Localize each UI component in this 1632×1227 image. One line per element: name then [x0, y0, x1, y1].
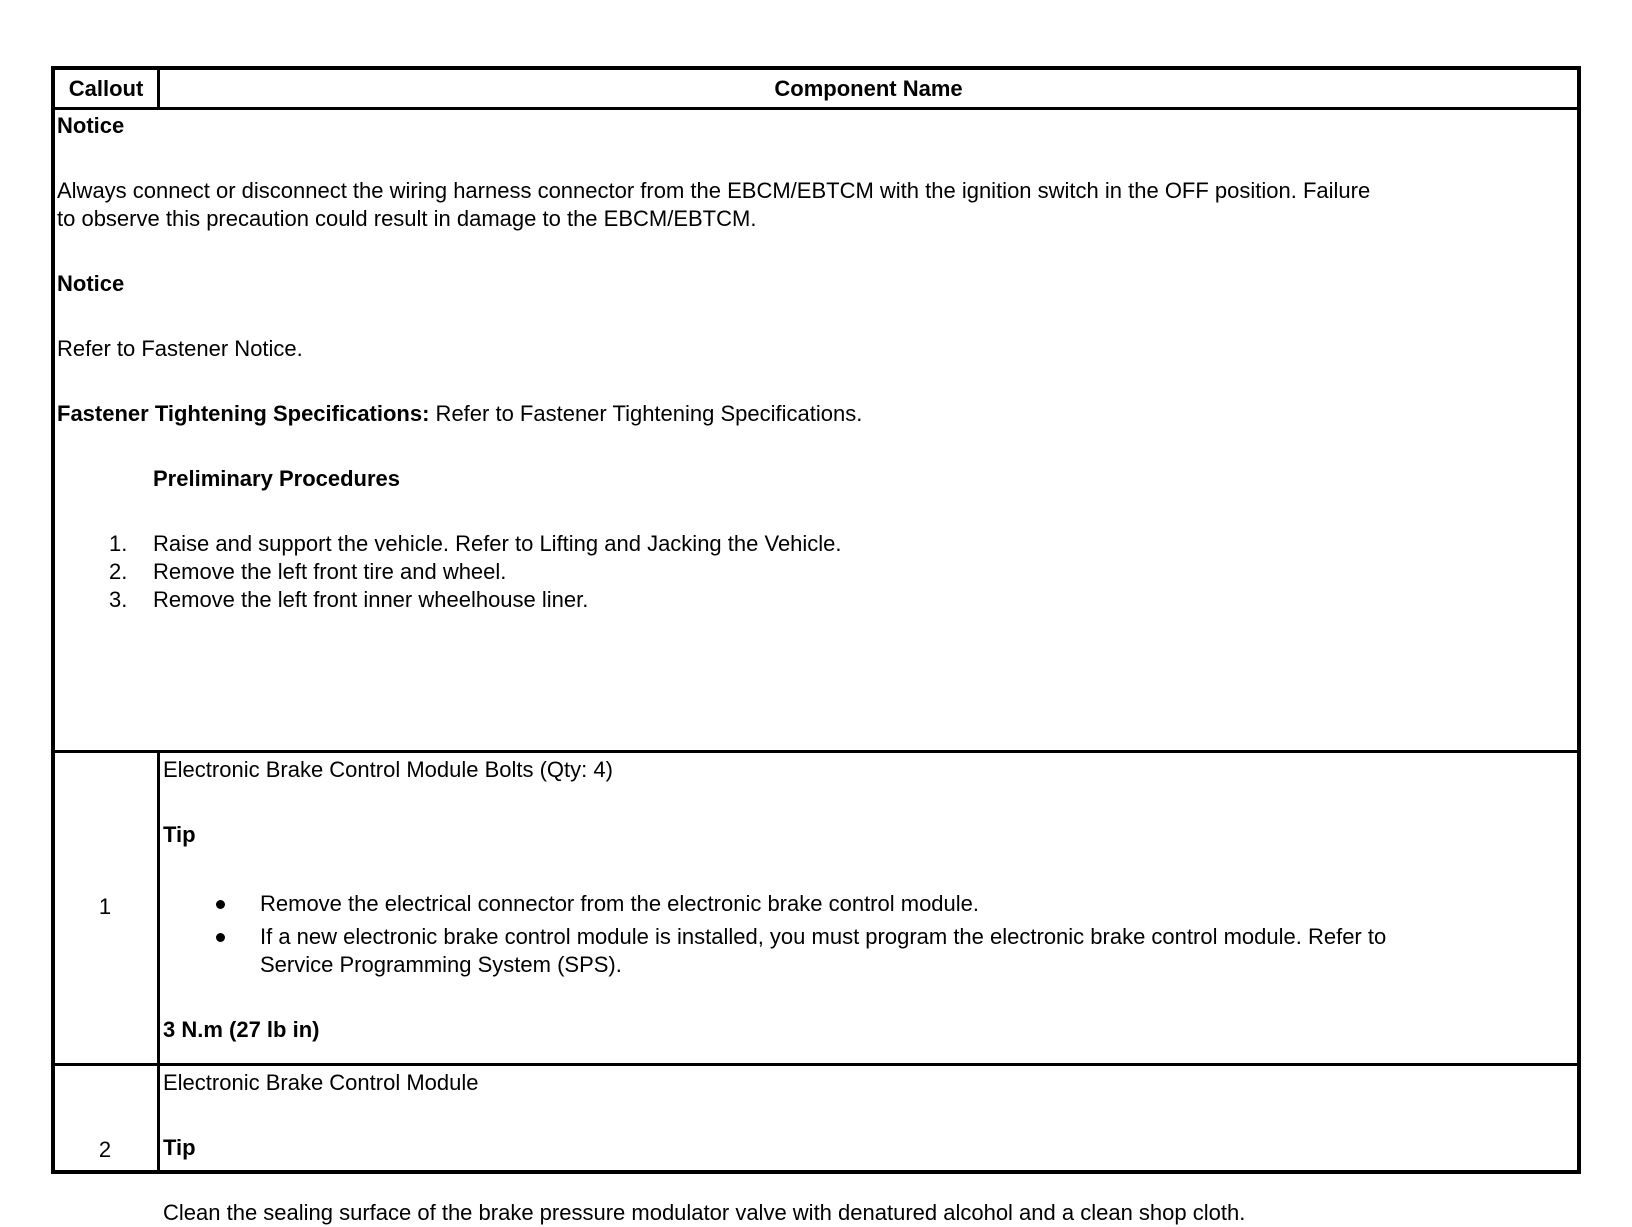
- tip-text: Clean the sealing surface of the brake pressure modulator valve with denatured alcohol and a clean shop cloth.: [163, 1200, 1246, 1225]
- bullet-icon: [216, 900, 225, 909]
- callout-column-header: Callout: [55, 70, 160, 107]
- step-text: Remove the left front tire and wheel.: [153, 559, 507, 584]
- intro-section: [55, 110, 1577, 753]
- notice-text: Refer to Fastener Notice.: [57, 336, 303, 361]
- tip-bullet-text-line-1: If a new electronic brake control module is installed, you must program the electronic brake control module. Refer to: [260, 924, 1387, 949]
- tip-label: Tip: [163, 1135, 196, 1160]
- callout-cell: [55, 753, 160, 1063]
- torque-spec: 3 N.m (27 lb in): [163, 1017, 320, 1042]
- tip-label: Tip: [163, 822, 196, 847]
- fastener-spec-line: [57, 400, 862, 428]
- notice-text-line-2: to observe this precaution could result in damage to the EBCM/EBTCM.: [57, 206, 757, 231]
- component-name: Electronic Brake Control Module: [163, 1070, 479, 1095]
- preliminary-procedures-title: Preliminary Procedures: [153, 466, 401, 491]
- step-text: Raise and support the vehicle. Refer to Lifting and Jacking the Vehicle.: [153, 531, 842, 556]
- step-number: 2.: [109, 559, 128, 584]
- fastener-spec-text: Refer to Fastener Tightening Specifications.: [429, 401, 863, 426]
- notice-text-line-1: Always connect or disconnect the wiring harness connector from the EBCM/EBTCM with the ignition switch in the OFF position. Failure: [57, 178, 1371, 203]
- step-text: Remove the left front inner wheelhouse liner.: [153, 587, 589, 612]
- tip-bullet-text: Remove the electrical connector from the electronic brake control module.: [260, 891, 980, 916]
- table-row: [55, 753, 1577, 1066]
- callout-number: 1: [98, 894, 112, 919]
- notice-label: Notice: [57, 113, 125, 138]
- table-header-row: [55, 70, 1577, 110]
- step-number: 3.: [109, 587, 128, 612]
- bullet-icon: [216, 933, 225, 942]
- tip-bullet-text-line-2: Service Programming System (SPS).: [260, 952, 622, 977]
- step-number: 1.: [109, 531, 128, 556]
- notice-label: Notice: [57, 271, 125, 296]
- procedure-table: [51, 66, 1581, 1225]
- fastener-spec-label: Fastener Tightening Specifications:: [57, 401, 430, 426]
- table-row: [55, 1066, 1577, 1225]
- component-cell: [160, 753, 1577, 1063]
- component-cell: [160, 1066, 1577, 1225]
- component-name-column-header: Component Name: [774, 75, 963, 101]
- callout-number: 2: [98, 1137, 112, 1162]
- callout-cell: [55, 1066, 160, 1174]
- component-name: Electronic Brake Control Module Bolts (Qty: 4): [163, 757, 613, 782]
